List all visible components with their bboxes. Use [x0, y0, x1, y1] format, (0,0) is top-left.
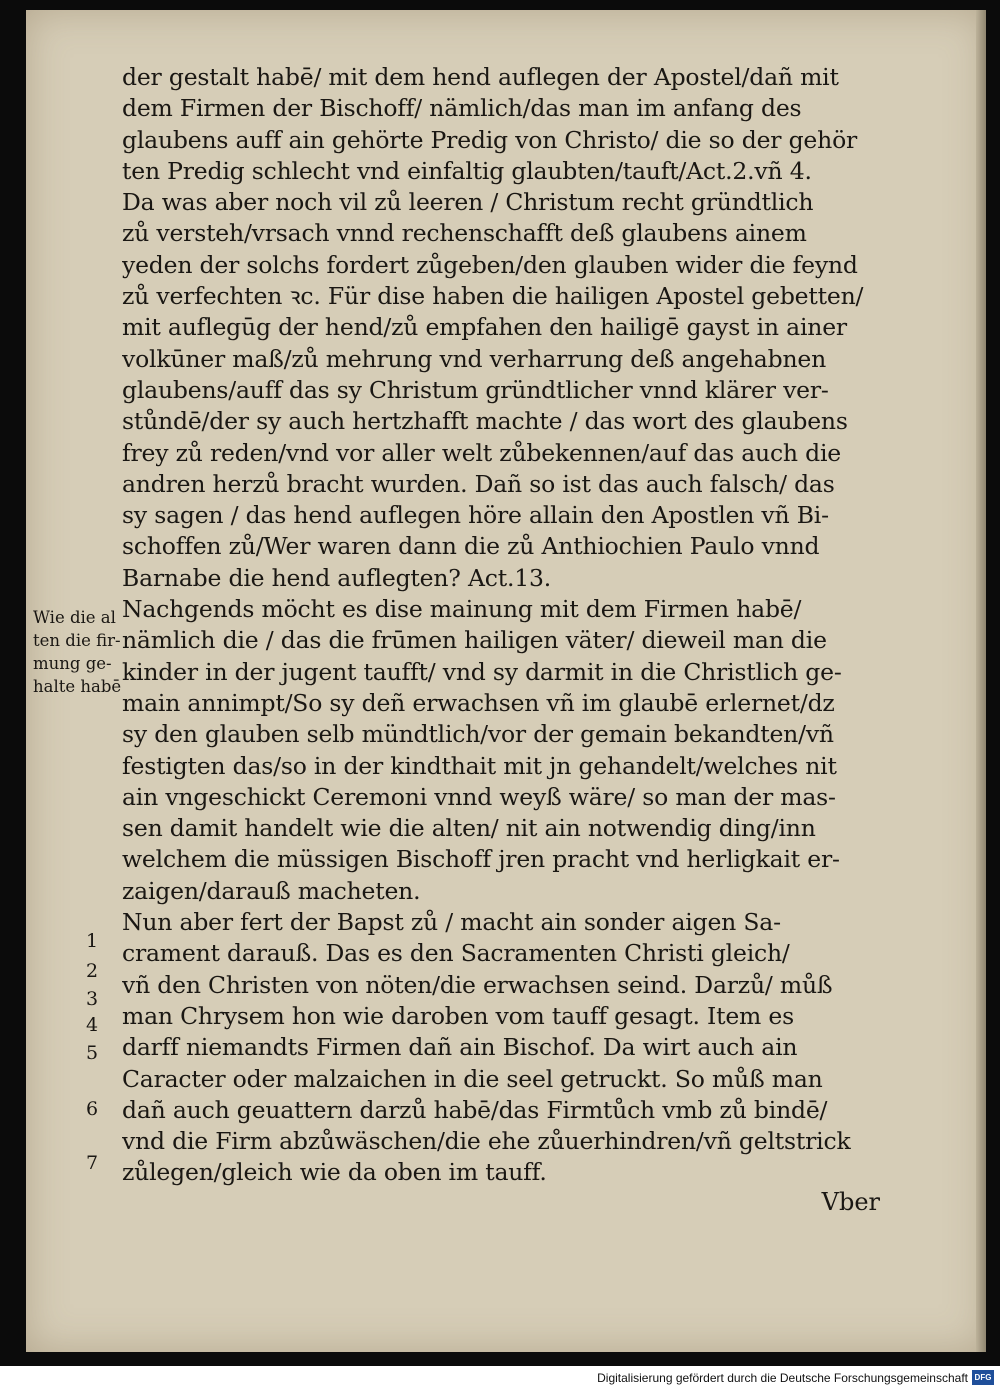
text-line: dañ auch geuattern darzů habē/das Firmtůch vmb zů bindē/	[122, 1095, 828, 1124]
text-line: andren herzů bracht wurden. Dañ so ist das auch falsch/ das	[122, 469, 835, 498]
marginal-note-line: mung ge-	[33, 654, 112, 673]
text-line: welchem die müssigen Bischoff jren pracht vnd herligkait er-	[122, 845, 840, 874]
text-line: Barnabe die hend auflegten? Act.13.	[122, 563, 551, 592]
text-line: glaubens auff ain gehörte Predig von Christo/ die so der gehör	[122, 125, 858, 154]
text-line: stůndē/der sy auch hertzhafft machte / das wort des glaubens	[122, 407, 848, 436]
margin-number: 4	[86, 1014, 99, 1036]
text-line: vnd die Firm abzůwäschen/die ehe zůuerhindren/vñ geltstrick	[122, 1127, 851, 1156]
funding-credit: Digitalisierung gefördert durch die Deutsche Forschungsgemeinschaft	[597, 1371, 968, 1385]
text-line: schoffen zů/Wer waren dann die zů Anthiochien Paulo vnnd	[122, 532, 820, 561]
text-line: festigten das/so in der kindthait mit jn gehandelt/welches nit	[122, 751, 837, 780]
text-line: yeden der solchs fordert zůgeben/den glauben wider die feynd	[122, 250, 858, 279]
marginal-note-line: Wie die al	[33, 608, 116, 627]
text-line: ain vngeschickt Ceremoni vnnd weyß wäre/ so man der mas-	[122, 782, 836, 811]
text-line: dem Firmen der Bischoff/ nämlich/das man im anfang des	[122, 94, 802, 123]
text-line: man Chrysem hon wie daroben vom tauff gesagt. Item es	[122, 1001, 794, 1030]
margin-number: 3	[86, 988, 99, 1010]
text-line: zů versteh/vrsach vnnd rechenschafft deß glaubens ainem	[122, 219, 807, 248]
footer-bar	[0, 1366, 1000, 1392]
text-line: zaigen/darauß macheten.	[122, 876, 421, 905]
text-line: sy den glauben selb mündtlich/vor der gemain bekandten/vñ	[122, 720, 834, 749]
text-line: zů verfechten ꝛc. Für dise haben die hailigen Apostel gebetten/	[122, 282, 864, 311]
text-line: nämlich die / das die frūmen hailigen väter/ dieweil man die	[122, 626, 827, 655]
text-line: Nachgends möcht es dise mainung mit dem Firmen habē/	[122, 595, 802, 624]
margin-number: 2	[86, 960, 99, 982]
margin-number: 7	[86, 1152, 99, 1174]
text-line: kinder in der jugent taufft/ vnd sy darmit in die Christlich ge-	[122, 657, 842, 686]
text-line: vñ den Christen von nöten/die erwachsen seind. Darzů/ můß	[122, 970, 833, 999]
margin-number: 6	[86, 1098, 99, 1120]
text-line: volkūner maß/zů mehrung vnd verharrung deß angehabnen	[122, 344, 827, 373]
text-line: Caracter oder malzaichen in die seel getruckt. So můß man	[122, 1064, 823, 1093]
text-line: Da was aber noch vil zů leeren / Christum recht gründtlich	[122, 188, 814, 217]
text-line: der gestalt habē/ mit dem hend auflegen der Apostel/dañ mit	[122, 63, 839, 91]
text-line: sen damit handelt wie die alten/ nit ain notwendig ding/inn	[122, 814, 816, 843]
marginal-note-line: halte habē	[33, 677, 122, 696]
margin-number: 1	[86, 930, 99, 952]
page-spine	[976, 10, 986, 1352]
text-line: glaubens/auff das sy Christum gründtlicher vnnd klärer ver-	[122, 375, 829, 404]
text-line: mit auflegūg der hend/zů empfahen den hailigē gayst in ainer	[122, 313, 847, 342]
text-line: ten Predig schlecht vnd einfaltig glaubten/tauft/Act.2.vñ 4.	[122, 156, 812, 185]
marginal-note	[33, 606, 123, 698]
text-line: darff niemandts Firmen dañ ain Bischof. Da wirt auch ain	[122, 1033, 798, 1062]
text-line: Nun aber fert der Bapst zů / macht ain sonder aigen Sa-	[122, 908, 781, 937]
text-line: crament darauß. Das es den Sacramenten Christi gleich/	[122, 939, 790, 968]
body-text	[122, 62, 887, 1189]
margin-number: 5	[86, 1042, 99, 1064]
text-line: main annimpt/So sy deñ erwachsen vñ im glaubē erlernet/dz	[122, 688, 835, 717]
text-line: frey zů reden/vnd vor aller welt zůbekennen/auf das auch die	[122, 438, 841, 467]
marginal-note-line: ten die fir-	[33, 631, 121, 650]
dfg-logo-icon: DFG	[972, 1370, 994, 1385]
catchword: Vber	[821, 1188, 880, 1216]
text-line: zůlegen/gleich wie da oben im tauff.	[122, 1158, 547, 1187]
text-line: sy sagen / das hend auflegen höre allain den Apostlen vñ Bi-	[122, 501, 829, 530]
